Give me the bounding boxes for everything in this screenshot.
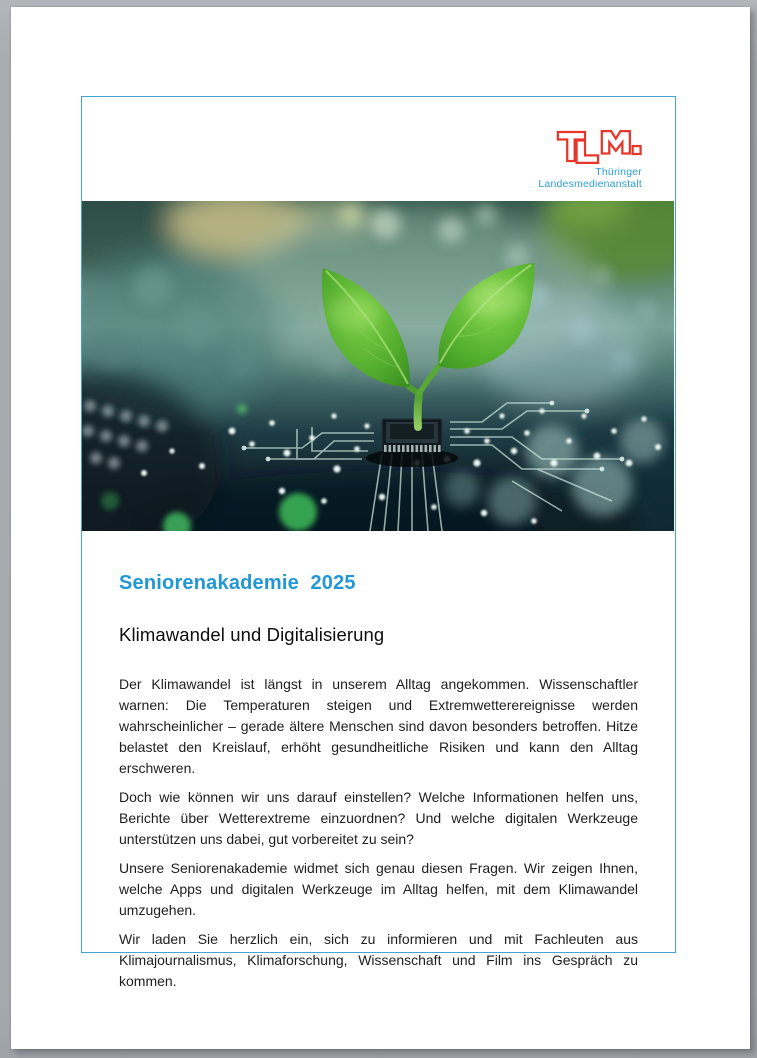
akademie-paragraph: Unsere Seniorenakademie widmet sich genau diesen Fragen. Wir zeigen Ihnen, welche Apps und digitalen Werkzeuge im Alltag helfen, mit dem Klimawandel umzugehen. xyxy=(119,860,638,918)
logo-org-name-line2: Landesmedienanstalt xyxy=(538,178,642,190)
tlm-logo xyxy=(538,128,642,190)
seedling-circuit-hero-image xyxy=(82,201,674,531)
invitation-paragraph: Wir laden Sie herzlich ein, sich zu informieren und mit Fachleuten aus Klimajournalismus, Klimaforschung, Wissenschaft und Film ins Gespräch zu kommen. xyxy=(119,931,638,989)
page-subtitle: Klimawandel und Digitalisierung xyxy=(119,624,385,645)
seedling-circuit-illustration xyxy=(82,201,674,531)
logo-org-name-line1: Thüringer xyxy=(595,166,642,178)
body-text xyxy=(119,674,638,992)
intro-paragraph: Der Klimawandel ist längst in unserem Alltag angekommen. Wissenschaftler warnen: Die Temperaturen steigen und Extremwetterereignisse werden wahrscheinlicher – gerade ältere Menschen sind davon besonders betroffen. Hitze belastet den Kreislauf, erhöht gesundheitliche Risiken und kann den Alltag erschweren. xyxy=(119,676,638,776)
document-content xyxy=(119,571,638,1000)
page-title: Seniorenakademie 2025 xyxy=(119,572,356,594)
questions-paragraph: Doch wie können wir uns darauf einstellen? Welche Informationen helfen uns, Berichte über Wetterextreme einzuordnen? Und welche digitalen Werkzeuge unterstützen uns dabei, gut vorbereitet zu sein? xyxy=(119,789,638,847)
page-border-frame xyxy=(81,96,676,989)
document-page xyxy=(11,7,750,1049)
tlm-logo-icon xyxy=(556,128,642,166)
